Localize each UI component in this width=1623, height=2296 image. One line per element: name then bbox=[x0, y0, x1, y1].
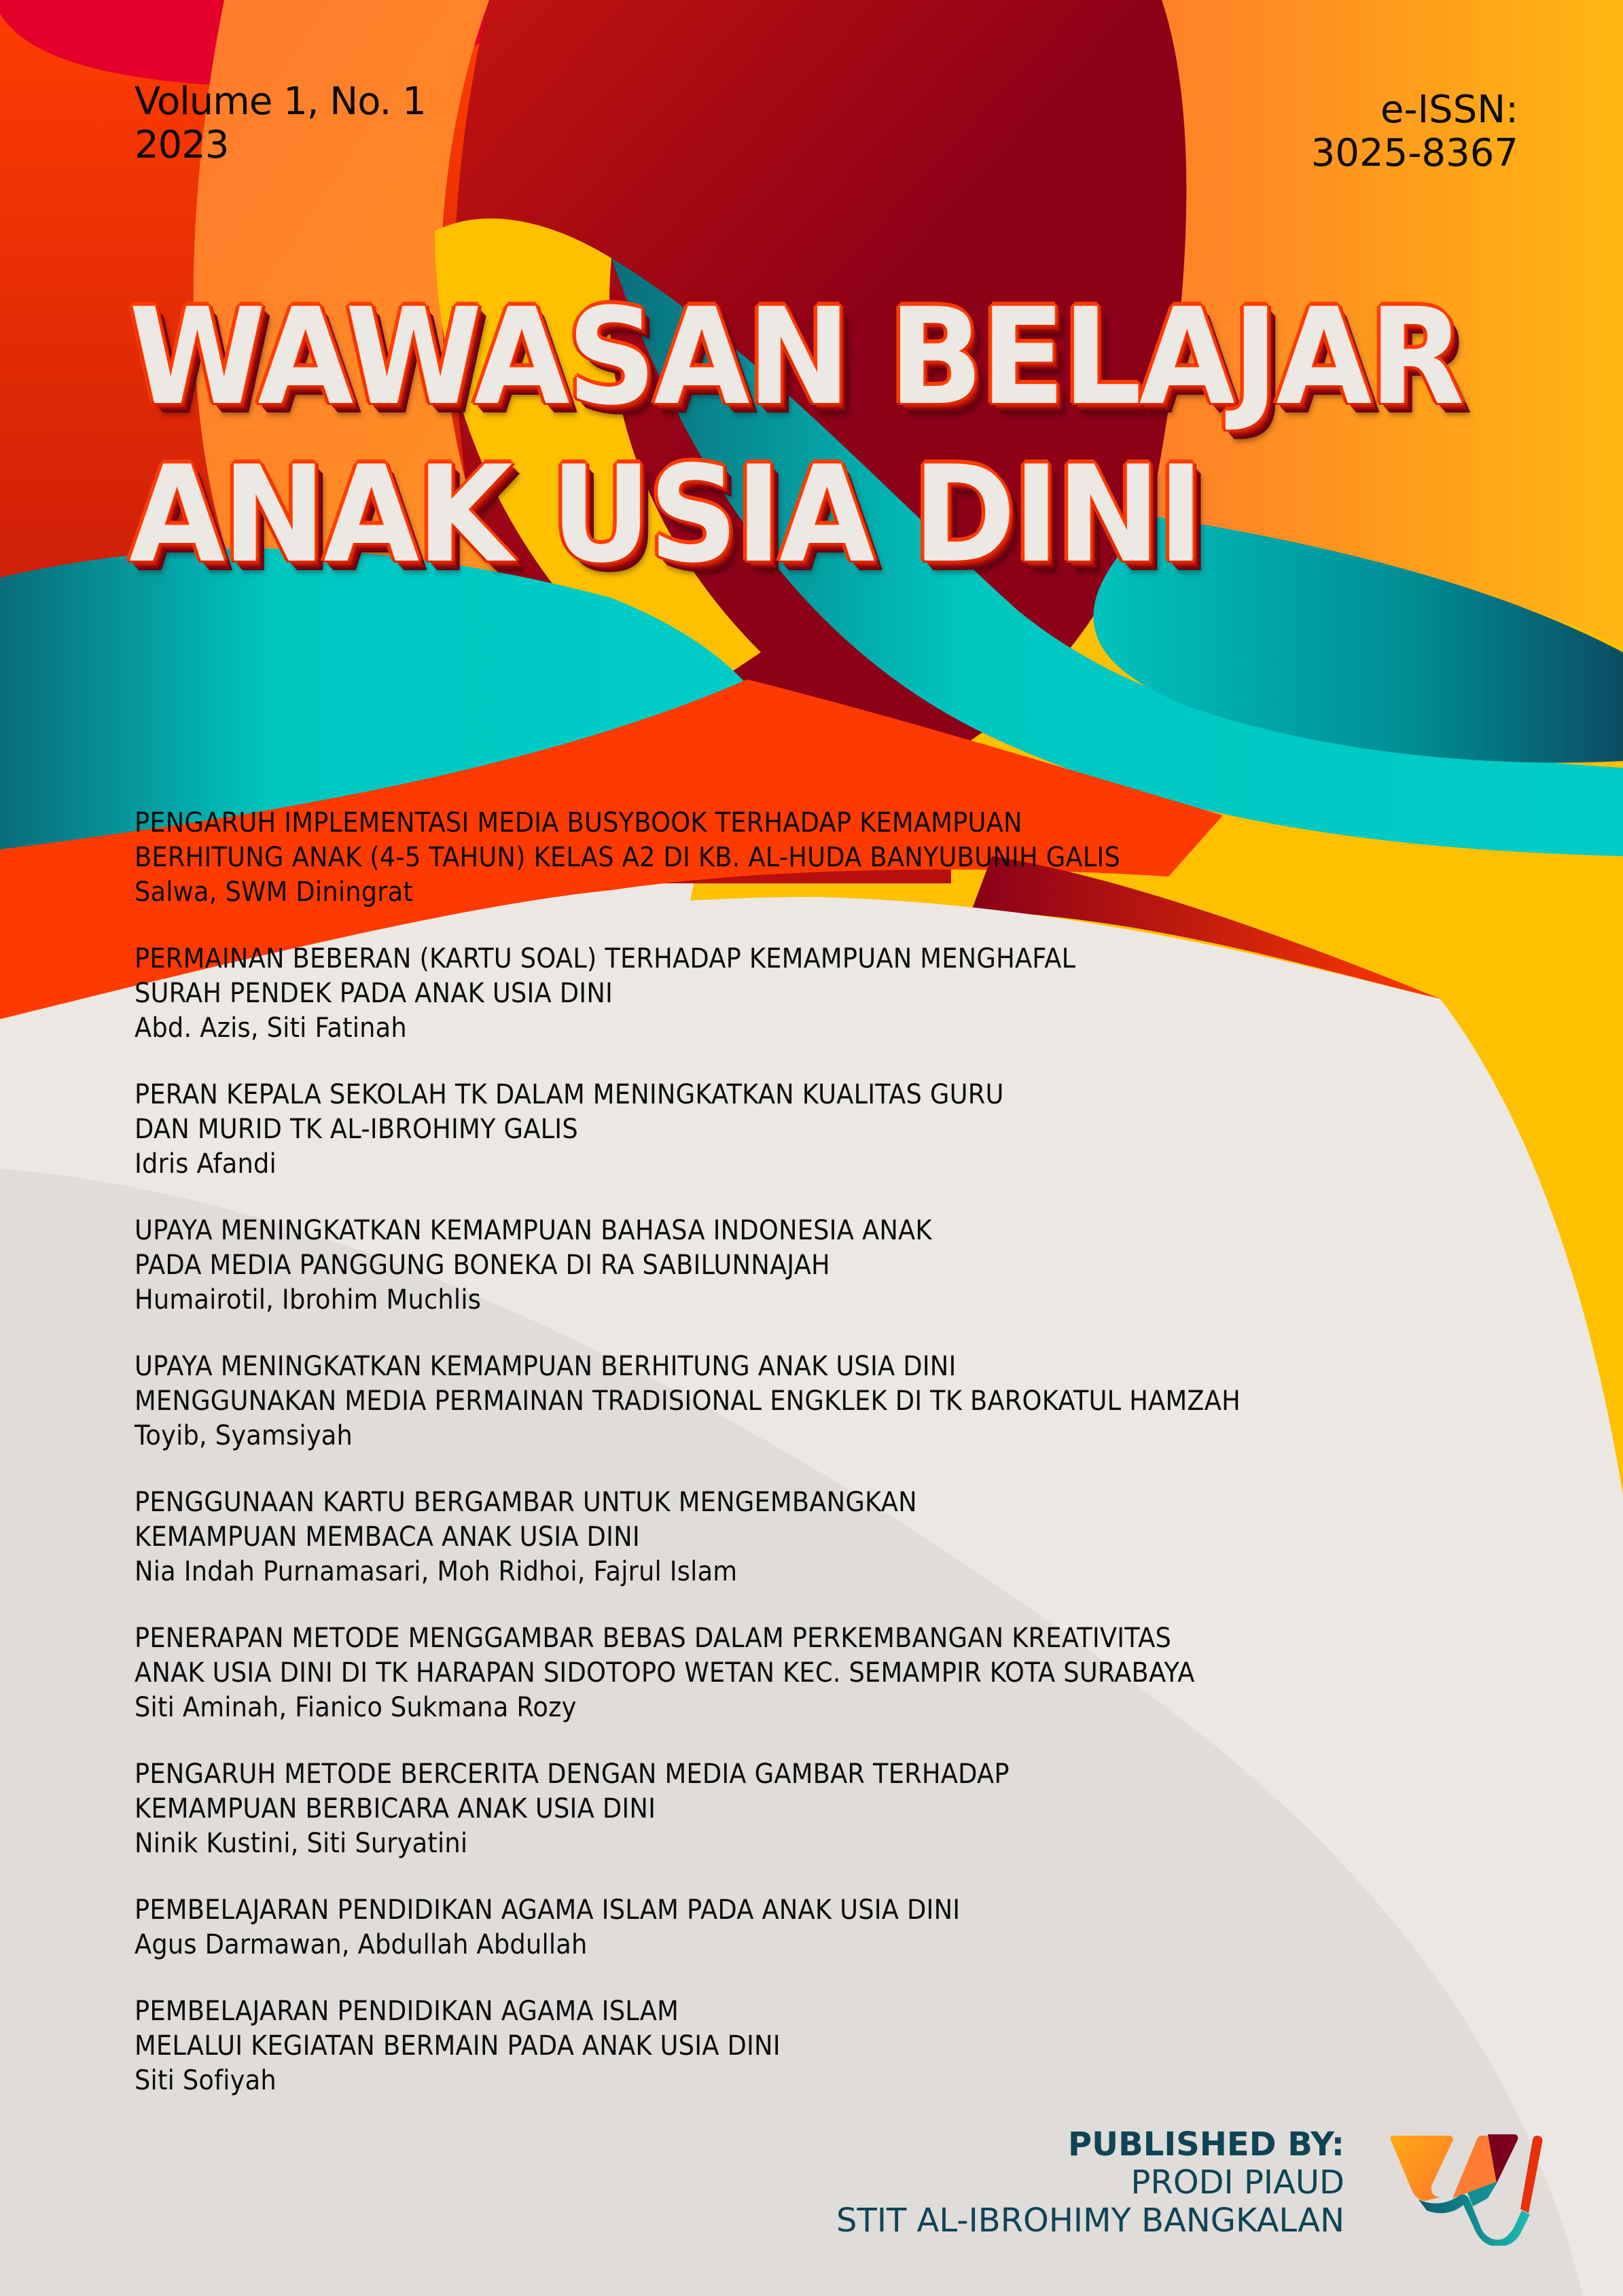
article-title: PENGGUNAAN KARTU BERGAMBAR UNTUK MENGEMBANGKAN bbox=[135, 1487, 917, 1518]
article-title: ANAK USIA DINI DI TK HARAPAN SIDOTOPO WETAN KEC. SEMAMPIR KOTA SURABAYA bbox=[135, 1657, 1195, 1689]
article-title: UPAYA MENINGKATKAN KEMAMPUAN BAHASA INDONESIA ANAK bbox=[135, 1215, 932, 1246]
article-title: PENERAPAN METODE MENGGAMBAR BEBAS DALAM PERKEMBANGAN KREATIVITAS bbox=[135, 1623, 1172, 1654]
article-title: PENGARUH IMPLEMENTASI MEDIA BUSYBOOK TERHADAP KEMAMPUAN bbox=[135, 807, 1022, 838]
article-title: UPAYA MENINGKATKAN KEMAMPUAN BERHITUNG ANAK USIA DINI bbox=[135, 1351, 957, 1382]
publisher-institution: STIT AL-IBROHIMY BANGKALAN bbox=[836, 2202, 1344, 2240]
article-entry bbox=[135, 1349, 1337, 1453]
article-authors: Salwa, SWM Diningrat bbox=[135, 877, 413, 908]
journal-title-line-2: ANAK USIA DINI bbox=[129, 438, 1202, 593]
journal-title-line-1: WAWASAN BELAJAR bbox=[129, 280, 1463, 435]
issn-label: e-ISSN: bbox=[1380, 88, 1518, 132]
article-authors: Humairotil, Ibrohim Muchlis bbox=[135, 1284, 482, 1315]
issn-info bbox=[1311, 88, 1518, 175]
article-title: PERAN KEPALA SEKOLAH TK DALAM MENINGKATKAN KUALITAS GURU bbox=[135, 1079, 1004, 1110]
article-entry bbox=[135, 1757, 1337, 1861]
article-title: KEMAMPUAN MEMBACA ANAK USIA DINI bbox=[135, 1521, 640, 1553]
publisher-block bbox=[836, 2125, 1344, 2240]
publisher-program: PRODI PIAUD bbox=[1130, 2163, 1344, 2202]
article-title: PADA MEDIA PANGGUNG BONEKA DI RA SABILUNNAJAH bbox=[135, 1250, 830, 1281]
article-authors: Toyib, Syamsiyah bbox=[135, 1420, 353, 1451]
article-authors: Idris Afandi bbox=[135, 1148, 277, 1180]
article-title: PERMAINAN BEBERAN (KARTU SOAL) TERHADAP KEMAMPUAN MENGHAFAL bbox=[135, 943, 1076, 974]
article-authors: Siti Aminah, Fianico Sukmana Rozy bbox=[135, 1692, 577, 1723]
article-authors: Ninik Kustini, Siti Suryatini bbox=[135, 1828, 468, 1859]
issn-number: 3025-8367 bbox=[1310, 131, 1518, 175]
article-title: PEMBELAJARAN PENDIDIKAN AGAMA ISLAM PADA ANAK USIA DINI bbox=[135, 1894, 961, 1926]
article-authors: Abd. Azis, Siti Fatinah bbox=[135, 1012, 407, 1044]
article-title: MELALUI KEGIATAN BERMAIN PADA ANAK USIA DINI bbox=[135, 2030, 781, 2062]
article-title: PENGARUH METODE BERCERITA DENGAN MEDIA GAMBAR TERHADAP bbox=[135, 1759, 1010, 1790]
article-title: MENGGUNAKAN MEDIA PERMAINAN TRADISIONAL ENGKLEK DI TK BAROKATUL HAMZAH bbox=[135, 1385, 1241, 1417]
issue-year: 2023 bbox=[135, 123, 229, 167]
article-title: DAN MURID TK AL-IBROHIMY GALIS bbox=[135, 1114, 578, 1145]
article-title: KEMAMPUAN BERBICARA ANAK USIA DINI bbox=[135, 1793, 656, 1824]
article-title: PEMBELAJARAN PENDIDIKAN AGAMA ISLAM bbox=[135, 1996, 679, 2027]
article-entry bbox=[135, 942, 1337, 1046]
article-title: BERHITUNG ANAK (4-5 TAHUN) KELAS A2 DI KB. AL-HUDA BANYUBUNIH GALIS bbox=[135, 842, 1121, 873]
article-entry bbox=[135, 1621, 1337, 1725]
publisher-label: PUBLISHED BY: bbox=[1067, 2125, 1344, 2163]
article-entry bbox=[135, 1214, 1337, 1318]
table-of-contents bbox=[135, 806, 1337, 2130]
article-authors: Nia Indah Purnamasari, Moh Ridhoi, Fajrul Islam bbox=[135, 1556, 738, 1587]
article-entry bbox=[135, 1078, 1337, 1182]
article-entry bbox=[135, 1994, 1337, 2098]
volume-label: Volume 1, No. 1 bbox=[135, 80, 426, 124]
article-entry bbox=[135, 1893, 1337, 1962]
article-title: SURAH PENDEK PADA ANAK USIA DINI bbox=[135, 978, 613, 1009]
issue-info bbox=[135, 80, 426, 167]
article-entry bbox=[135, 1485, 1337, 1589]
article-authors: Siti Sofiyah bbox=[135, 2065, 277, 2096]
w-logo-icon bbox=[1386, 2130, 1549, 2246]
article-authors: Agus Darmawan, Abdullah Abdullah bbox=[135, 1929, 588, 1960]
article-entry bbox=[135, 806, 1337, 910]
journal-title bbox=[129, 279, 1462, 594]
